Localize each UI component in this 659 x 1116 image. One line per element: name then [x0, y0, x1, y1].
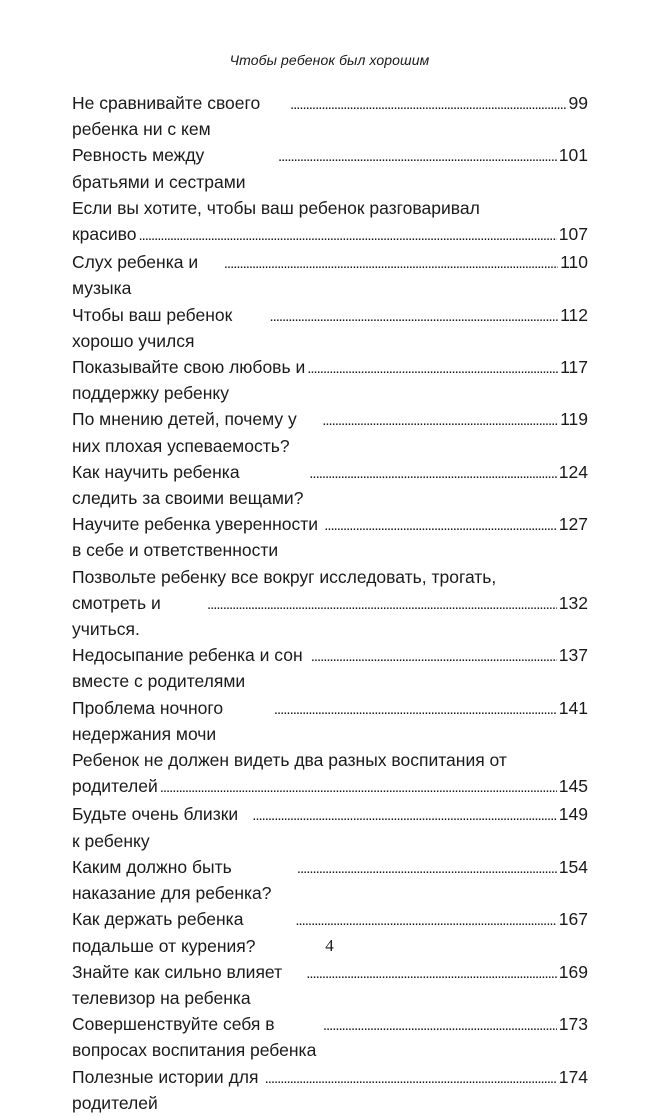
toc-entry	[72, 142, 588, 194]
toc-entry	[72, 459, 588, 511]
toc-entry-page: 110	[560, 252, 588, 273]
toc-entry	[72, 406, 588, 458]
toc-entry	[72, 1011, 588, 1063]
toc-entry	[72, 195, 588, 249]
toc-entry-page: 107	[558, 224, 588, 245]
dot-leader	[269, 302, 558, 330]
dot-leader	[278, 142, 557, 170]
dot-leader	[322, 406, 558, 434]
toc-entry-title-line1: Позвольте ребенку все вокруг исследовать, трогать,	[72, 566, 497, 587]
toc-entry-page: 124	[558, 461, 588, 482]
toc-entry-page: 141	[558, 697, 588, 718]
toc-entry	[72, 801, 588, 853]
toc-entry-title-line2: красиво	[72, 224, 137, 245]
toc-entry-title-line1: Если вы хотите, чтобы ваш ребенок разговаривал	[72, 197, 480, 218]
toc-entry-title: Как держать ребенка подальше от курения?	[72, 909, 256, 956]
toc-entry	[72, 959, 588, 1011]
toc-entry-title: По мнению детей, почему у них плохая успеваемость?	[72, 409, 297, 456]
toc-entry-page: 167	[558, 909, 588, 930]
toc-entry	[72, 354, 588, 406]
toc-entry-title: Чтобы ваш ребенок хорошо учился	[72, 304, 233, 351]
toc-entry-title: Проблема ночного недержания мочи	[72, 697, 224, 744]
toc-entry	[72, 249, 588, 301]
toc-entry-title-line2: смотреть и учиться.	[72, 592, 161, 640]
toc-entry-page: 154	[558, 856, 588, 877]
toc-entry-page: 101	[558, 145, 588, 166]
running-header: Чтобы ребенок был хорошим	[229, 52, 430, 68]
toc-entry-page: 145	[558, 776, 588, 797]
dot-leader	[295, 906, 556, 934]
toc-entry	[72, 302, 588, 354]
toc-entry-title: Как научить ребенка следить за своими вещами?	[72, 461, 304, 509]
toc-entry	[72, 90, 588, 142]
dot-leader	[138, 221, 556, 249]
toc-entry	[72, 642, 588, 694]
toc-entry-page: 169	[558, 961, 588, 982]
toc-entry-title: Знайте как сильно влияет телевизор на ребенка	[72, 961, 283, 1008]
toc-entry-title: Слух ребенка и музыка	[72, 252, 199, 299]
dot-leader	[290, 90, 567, 118]
toc-entry-title-line1: Ребенок не должен видеть два разных воспитания от	[72, 750, 507, 771]
toc-entry-page: 119	[560, 409, 588, 430]
toc-entry-page: 112	[560, 304, 588, 325]
toc-entry-page: 149	[558, 804, 588, 825]
dot-leader	[297, 854, 557, 882]
toc-entry-title: Совершенствуйте себя в вопросах воспитания ребенка	[72, 1014, 317, 1061]
toc-entry-title: Ревность между братьями и сестрами	[72, 145, 246, 192]
toc-entry-page: 99	[568, 93, 588, 113]
dot-leader	[274, 695, 557, 723]
toc-entry-title: Научите ребенка уверенности в себе и ответственности	[72, 514, 319, 561]
dot-leader	[306, 959, 557, 987]
toc-entry-title-line2: родителей	[72, 776, 158, 797]
table-of-contents	[72, 90, 588, 1116]
dot-leader	[252, 801, 557, 829]
toc-entry-page: 174	[558, 1066, 588, 1087]
dot-leader	[307, 354, 558, 382]
page-number: 4	[325, 936, 334, 955]
toc-entry-page: 117	[560, 357, 588, 378]
dot-leader	[311, 642, 557, 670]
toc-entry-page: 137	[558, 645, 588, 666]
toc-entry-page: 173	[558, 1014, 588, 1035]
toc-entry	[72, 1064, 588, 1116]
toc-entry-page: 127	[558, 514, 588, 535]
toc-entry	[72, 695, 588, 747]
toc-entry-title: Будьте очень близки к ребенку	[72, 804, 239, 851]
dot-leader	[224, 249, 558, 277]
dot-leader	[265, 1064, 557, 1092]
toc-entry-title: Полезные истории для родителей	[72, 1066, 259, 1113]
toc-entry-page: 132	[558, 592, 588, 613]
dot-leader	[309, 459, 557, 487]
dot-leader	[323, 1011, 557, 1039]
toc-entry-title: Не сравнивайте своего ребенка ни с кем	[72, 93, 261, 140]
toc-entry	[72, 747, 588, 801]
toc-entry-title: Каким должно быть наказание для ребенка?	[72, 856, 272, 904]
dot-leader	[160, 773, 557, 801]
toc-entry	[72, 511, 588, 563]
toc-entry	[72, 854, 588, 906]
toc-entry-title: Показывайте свою любовь и поддержку ребенку	[72, 357, 306, 404]
dot-leader	[324, 511, 557, 539]
toc-entry	[72, 564, 588, 643]
toc-entry-title: Недосыпание ребенка и сон вместе с родителями	[72, 645, 303, 692]
dot-leader	[207, 590, 557, 618]
